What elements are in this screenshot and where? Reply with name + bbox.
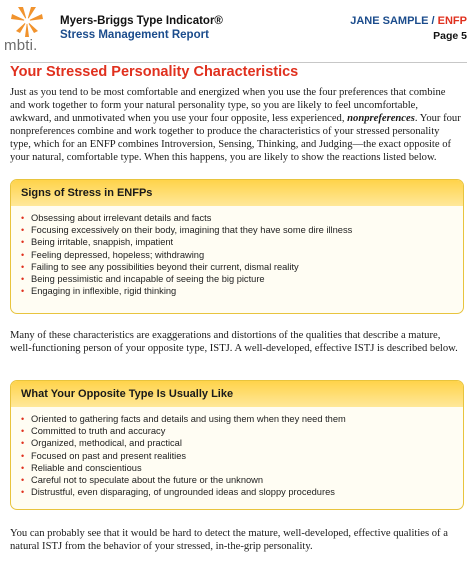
section-title: Your Stressed Personality Characteristics: [10, 64, 299, 80]
list-item: • Committed to truth and accuracy: [21, 425, 463, 437]
list-item: • Engaging in inflexible, rigid thinking: [21, 285, 463, 297]
intro-text-before: Just as you tend to be most comfortable and energized when you use the four preferences that combine and work together to form your natural personality type, so you are likely to feel uncomfortable, awkward, and unmotivated when you use your four opposite, less experienced,: [10, 87, 446, 125]
opposite-type-list: [11, 407, 463, 498]
intro-paragraph: [10, 86, 462, 165]
page-number: Page 5: [433, 30, 467, 42]
report-owner: [350, 14, 467, 44]
list-item: • Oriented to gathering facts and details and using them when they need them: [21, 413, 463, 425]
opposite-type-heading: What Your Opposite Type Is Usually Like: [11, 381, 463, 407]
opposite-type-box: [10, 380, 464, 510]
list-item: • Obsessing about irrelevant details and facts: [21, 212, 463, 224]
header-divider: [10, 62, 467, 63]
stress-signs-box: [10, 179, 464, 314]
report-header: [0, 0, 473, 62]
middle-paragraph: Many of these characteristics are exaggerations and distortions of the qualities that describe a mature, well-functioning person of your opposite type, ISTJ. A well-developed, effective ISTJ is described below.: [10, 330, 458, 355]
list-item: • Being irritable, snappish, impatient: [21, 236, 463, 248]
report-title-line2: Stress Management Report: [60, 29, 209, 41]
list-item: • Distrustful, even disparaging, of ungrounded ideas and sloppy procedures: [21, 486, 463, 498]
intro-text-after: . Your four nonpreferences combine and work together to produce the characteristics of your stressed personality type, which for an ENFP combines Introversion, Sensing, Thinking, and Judging—the exact opposite of your natural, comfortable type. When this happens, you are likely to show the reactions listed below.: [10, 113, 461, 164]
logo-wordmark: mbti.: [4, 37, 38, 54]
list-item: • Focused on past and present realities: [21, 450, 463, 462]
sample-type: ENFP: [437, 15, 467, 27]
list-item: • Focusing excessively on their body, imagining that they have some dire illness: [21, 224, 463, 236]
list-item: • Careful not to speculate about the future or the unknown: [21, 474, 463, 486]
intro-emphasis: nonpreferences: [347, 113, 415, 125]
list-item: • Feeling depressed, hopeless; withdrawing: [21, 249, 463, 261]
report-title-line1: Myers-Briggs Type Indicator®: [60, 15, 223, 27]
report-title: [60, 14, 223, 42]
sample-separator: /: [428, 15, 438, 27]
list-item: • Reliable and conscientious: [21, 462, 463, 474]
sample-name: JANE SAMPLE: [350, 15, 429, 27]
stress-signs-heading: Signs of Stress in ENFPs: [11, 180, 463, 206]
list-item: • Being pessimistic and incapable of seeing the big picture: [21, 273, 463, 285]
closing-paragraph: You can probably see that it would be hard to detect the mature, well-developed, effective qualities of a natural ISTJ from the behavior of your stressed, in-the-grip personality.: [10, 528, 448, 553]
stress-signs-list: [11, 206, 463, 297]
list-item: • Failing to see any possibilities beyond their current, dismal reality: [21, 261, 463, 273]
list-item: • Organized, methodical, and practical: [21, 437, 463, 449]
